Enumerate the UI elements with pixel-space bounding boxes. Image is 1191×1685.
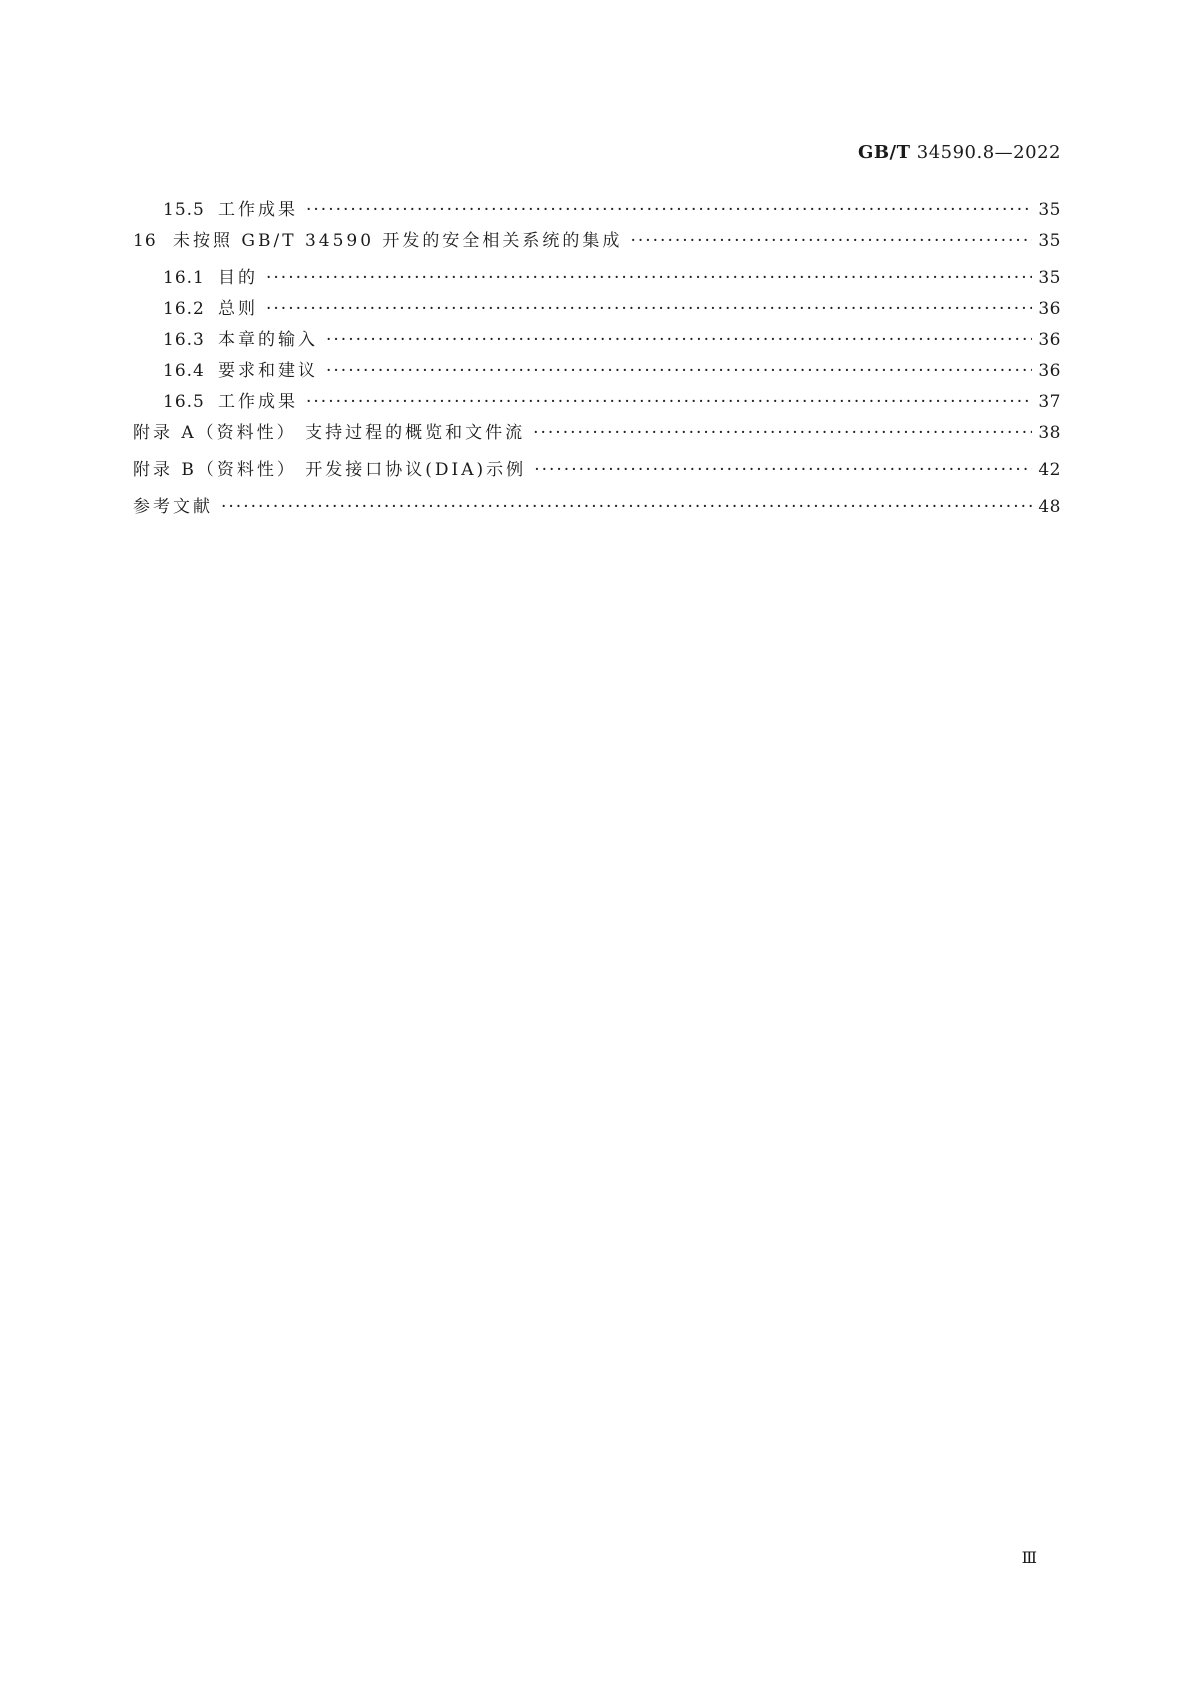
- toc-leader-dots: [326, 361, 1032, 381]
- toc-entry-number: 16.2: [163, 299, 205, 319]
- toc-leader-dots: [326, 330, 1032, 350]
- standard-code-number: 34590.8—2022: [916, 142, 1061, 163]
- toc-entry-title: 要求和建议: [218, 361, 318, 381]
- toc-entry-page: 36: [1038, 330, 1061, 350]
- toc-leader-dots: [306, 392, 1032, 412]
- standard-code-prefix: GB/T: [857, 142, 911, 163]
- toc-leader-dots: [630, 231, 1032, 251]
- toc-entry[interactable]: [143, 294, 1061, 325]
- toc-entry-number: 16.3: [163, 330, 205, 350]
- table-of-contents: [133, 195, 1061, 529]
- toc-leader-dots: [266, 268, 1032, 288]
- toc-entry[interactable]: [133, 226, 1061, 263]
- toc-entry-number: 16: [133, 231, 157, 251]
- toc-leader-dots: [221, 497, 1032, 517]
- toc-entry-page: 37: [1038, 392, 1061, 412]
- toc-entry-page: 35: [1038, 200, 1061, 220]
- toc-entry-title: 未按照 GB/T 34590 开发的安全相关系统的集成: [173, 231, 623, 251]
- toc-leader-dots: [306, 200, 1032, 220]
- toc-entry-title: 附录 A（资料性） 支持过程的概览和文件流: [133, 423, 526, 443]
- toc-entry[interactable]: [143, 325, 1061, 356]
- toc-entry-page: 36: [1038, 361, 1061, 381]
- toc-entry-title: 总则: [218, 299, 258, 319]
- toc-entry[interactable]: [143, 195, 1061, 226]
- toc-entry-title: 目的: [218, 268, 258, 288]
- toc-entry-page: 35: [1038, 231, 1061, 251]
- toc-entry-annex-a[interactable]: [133, 418, 1061, 455]
- toc-entry-title: 工作成果: [218, 200, 298, 220]
- toc-entry-number: 16.5: [163, 392, 205, 412]
- toc-entry-page: 48: [1038, 497, 1061, 517]
- toc-entry-page: 36: [1038, 299, 1061, 319]
- toc-entry-title: 工作成果: [218, 392, 298, 412]
- toc-entry-page: 38: [1038, 423, 1061, 443]
- standard-code: [858, 142, 1061, 163]
- page-number: Ⅲ: [1021, 1548, 1038, 1567]
- toc-entry[interactable]: [143, 387, 1061, 418]
- toc-entry-title: 本章的输入: [218, 330, 318, 350]
- toc-entry-annex-b[interactable]: [133, 455, 1061, 492]
- toc-entry[interactable]: [143, 356, 1061, 387]
- toc-entry-bibliography[interactable]: [133, 492, 1061, 529]
- toc-leader-dots: [533, 423, 1032, 443]
- toc-entry-number: 16.4: [163, 361, 205, 381]
- toc-entry-page: 42: [1038, 460, 1061, 480]
- toc-leader-dots: [266, 299, 1032, 319]
- toc-entry-page: 35: [1038, 268, 1061, 288]
- toc-entry-number: 15.5: [163, 200, 205, 220]
- toc-entry[interactable]: [143, 263, 1061, 294]
- toc-entry-title: 附录 B（资料性） 开发接口协议(DIA)示例: [133, 460, 527, 480]
- toc-entry-number: 16.1: [163, 268, 205, 288]
- toc-entry-title: 参考文献: [133, 497, 213, 517]
- toc-leader-dots: [534, 460, 1032, 480]
